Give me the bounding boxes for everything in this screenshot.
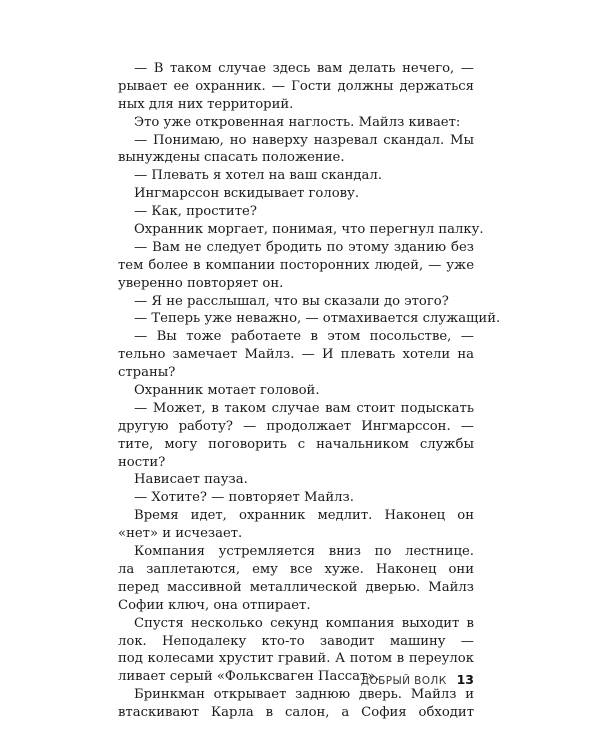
- text-line: ности?: [118, 454, 166, 470]
- page-number: 13: [456, 672, 474, 687]
- text-line: «нет» и исчезает.: [118, 526, 243, 542]
- text-line: рывает ее охранник. — Гости должны держаться: [118, 78, 474, 94]
- text-line: другую работу? — продолжает Ингмарссон. —: [118, 418, 474, 434]
- text-line: — Плевать я хотел на ваш скандал.: [134, 168, 382, 184]
- text-line: ла заплетаются, ему все хуже. Наконец они: [118, 561, 474, 577]
- text-line: — Вы тоже работаете в этом посольстве, —: [134, 329, 474, 345]
- text-line: Компания устремляется вниз по лестнице.: [134, 544, 474, 560]
- text-line: тите, могу поговорить с начальником службы: [118, 436, 474, 452]
- text-line: тем более в компании посторонних людей, — уже: [118, 257, 474, 273]
- text-line: — Как, простите?: [134, 204, 257, 220]
- text-line: перед массивной металлической дверью. Майлз: [118, 579, 474, 595]
- running-title: ДОБРЫЙ ВОЛК: [360, 675, 447, 687]
- text-line: страны?: [118, 365, 176, 381]
- text-line: Ингмарссон вскидывает голову.: [134, 186, 360, 202]
- text-line: вынуждены спасать положение.: [118, 150, 345, 166]
- text-line: Это уже откровенная наглость. Майлз кивает:: [134, 114, 461, 130]
- text-line: Охранник моргает, понимая, что перегнул палку.: [134, 222, 484, 238]
- text-line: Спустя несколько секунд компания выходит в: [134, 615, 474, 631]
- text-line: Бринкман открывает заднюю дверь. Майлз и: [134, 687, 474, 703]
- text-line: уверенно повторяет он.: [118, 275, 284, 291]
- text-line: — Может, в таком случае вам стоит подыскать: [134, 400, 474, 416]
- text-line: Софии ключ, она отпирает.: [118, 597, 311, 613]
- text-line: под колесами хрустит гравий. А потом в переулок: [118, 651, 474, 667]
- text-line: — Хотите? — повторяет Майлз.: [134, 490, 354, 506]
- text-line: лок. Неподалеку кто-то заводит машину —: [118, 633, 474, 649]
- text-line: ных для них территорий.: [118, 96, 294, 112]
- page-footer: [361, 672, 474, 687]
- text-line: — Вам не следует бродить по этому зданию без: [134, 239, 474, 255]
- text-line: — Теперь уже неважно, — отмахивается служащий.: [134, 311, 501, 327]
- text-line: Охранник мотает головой.: [134, 383, 320, 399]
- text-line: тельно замечает Майлз. — И плевать хотели на: [118, 347, 474, 363]
- text-line: втаскивают Карла в салон, а София обходит: [118, 705, 474, 721]
- text-line: — Понимаю, но наверху назревал скандал. Мы: [134, 132, 474, 148]
- body-text: [118, 60, 501, 722]
- text-line: — Я не расслышал, что вы сказали до этого?: [134, 293, 449, 309]
- text-line: — В таком случае здесь вам делать нечего, —: [134, 61, 474, 76]
- text-line: Нависает пауза.: [134, 472, 248, 488]
- text-line: Время идет, охранник медлит. Наконец он: [134, 508, 474, 524]
- text-line: ливает серый «Фольксваген Пассат».: [118, 669, 380, 685]
